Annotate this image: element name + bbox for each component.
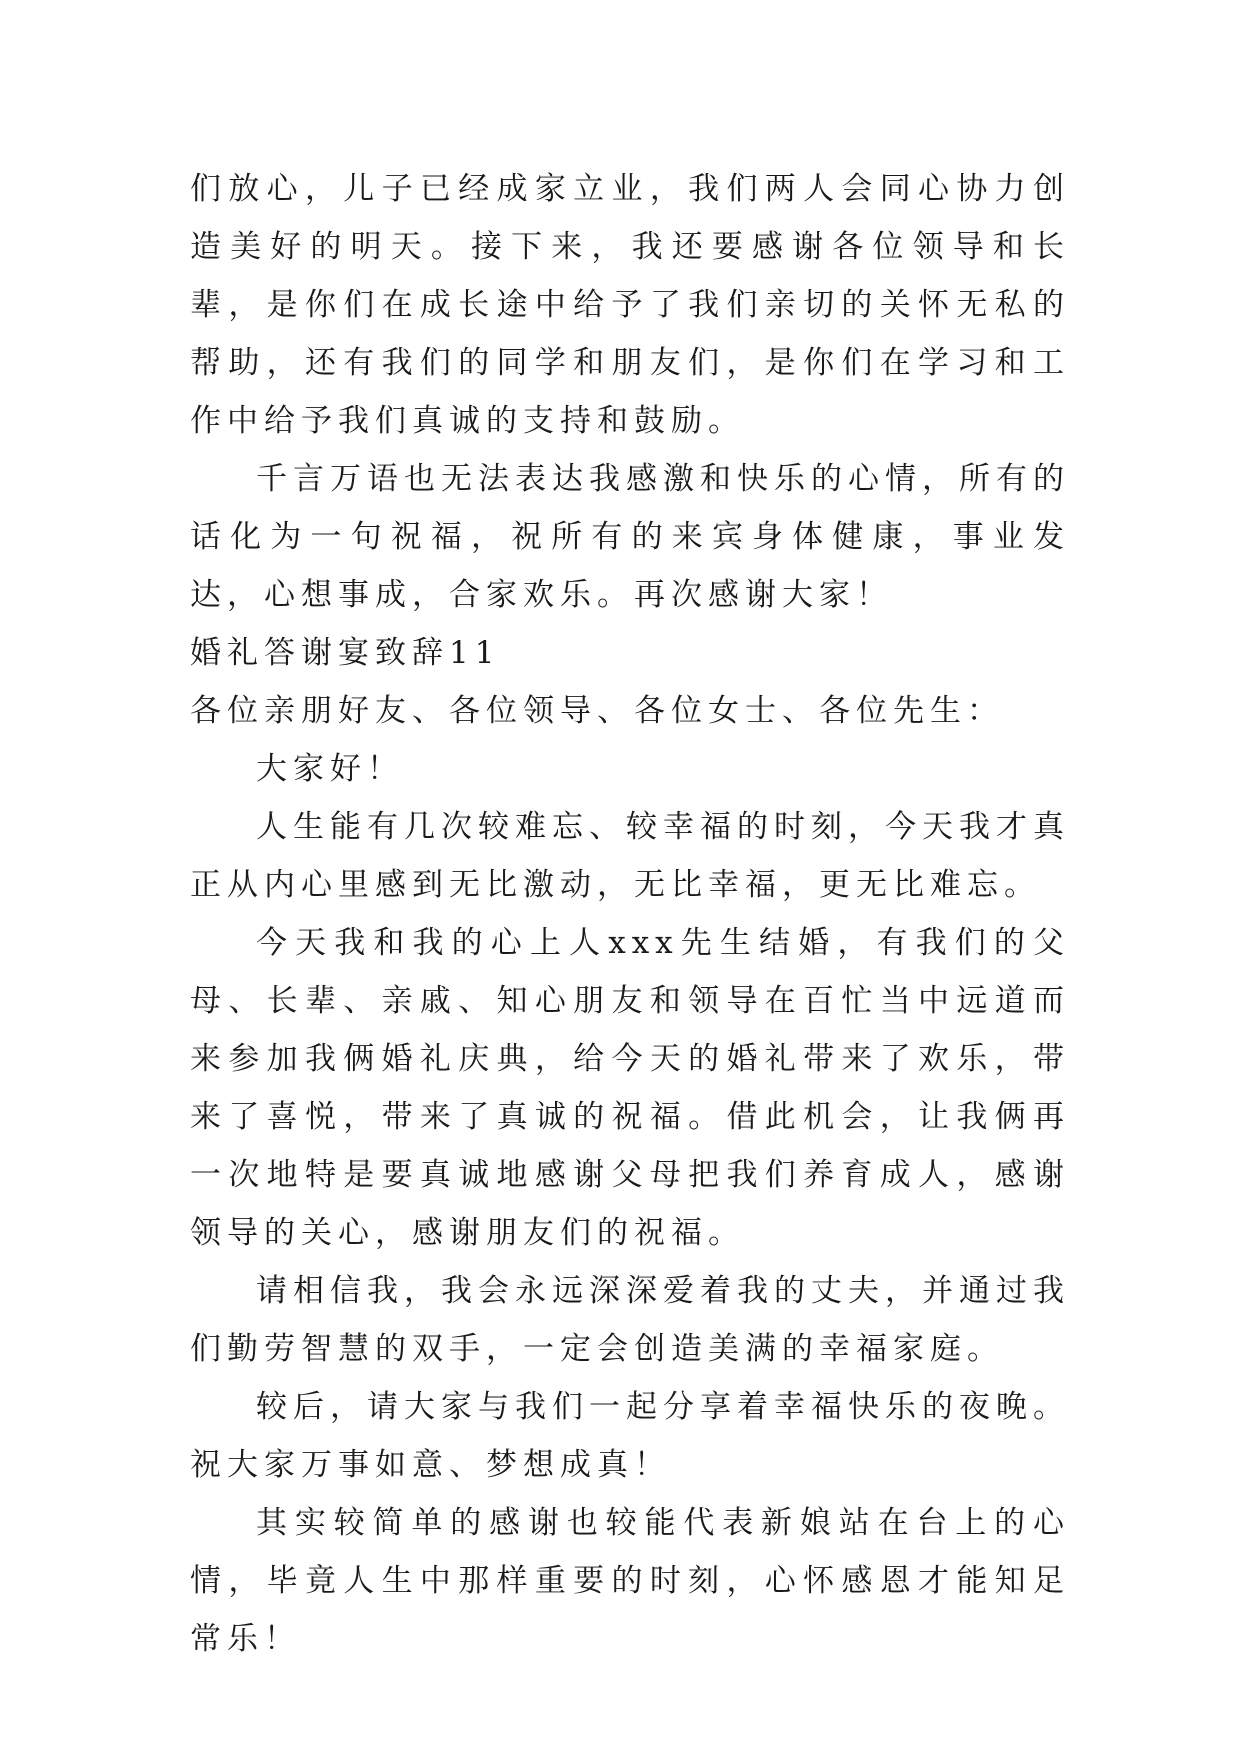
paragraph-1: 们放心，儿子已经成家立业，我们两人会同心协力创造美好的明天。接下来，我还要感谢各位领导和长辈，是你们在成长途中给予了我们亲切的关怀无私的帮助，还有我们的同学和朋友们，是你们在学习和工作中给予我们真诚的支持和鼓励。 — [190, 171, 1070, 439]
paragraph-6: 人生能有几次较难忘、较幸福的时刻，今天我才真正从内心里感到无比激动，无比幸福，更无比难忘。 — [190, 809, 1070, 903]
document-body — [190, 160, 1070, 1668]
paragraph-9: 较后，请大家与我们一起分享着幸福快乐的夜晚。祝大家万事如意、梦想成真！ — [190, 1389, 1070, 1483]
paragraph-2: 千言万语也无法表达我感激和快乐的心情，所有的话化为一句祝福，祝所有的来宾身体健康，事业发达，心想事成，合家欢乐。再次感谢大家！ — [190, 461, 1070, 613]
salutation: 各位亲朋好友、各位领导、各位女士、各位先生： — [190, 693, 1004, 729]
paragraph-7: 今天我和我的心上人xxx先生结婚，有我们的父母、长辈、亲戚、知心朋友和领导在百忙当中远道而来参加我俩婚礼庆典，给今天的婚礼带来了欢乐，带来了喜悦，带来了真诚的祝福。借此机会，让我俩再一次地特是要真诚地感谢父母把我们养育成人，感谢领导的关心，感谢朋友们的祝福。 — [190, 925, 1070, 1251]
paragraph-8: 请相信我，我会永远深深爱着我的丈夫，并通过我们勤劳智慧的双手，一定会创造美满的幸福家庭。 — [190, 1273, 1070, 1367]
paragraph-10: 其实较简单的感谢也较能代表新娘站在台上的心情，毕竟人生中那样重要的时刻，心怀感恩才能知足常乐！ — [190, 1505, 1070, 1657]
section-heading: 婚礼答谢宴致辞11 — [190, 635, 501, 671]
greeting: 大家好！ — [256, 751, 404, 787]
